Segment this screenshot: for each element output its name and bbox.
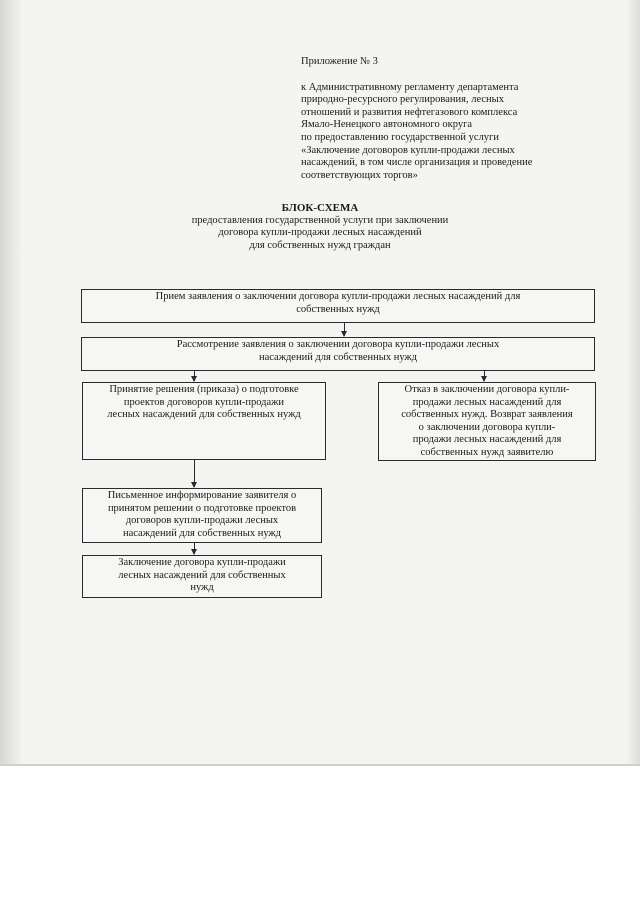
step-text: Принятие решения (приказа) о подготовке	[109, 384, 299, 395]
step-text: продажи лесных насаждений для	[412, 396, 562, 408]
appendix-line: «Заключение договоров купли-продажи лесных	[301, 144, 515, 156]
step-text: собственных нужд. Возврат заявления	[401, 409, 573, 420]
step-text: проектов договоров купли-продажи	[123, 396, 285, 408]
appendix-line: природно-ресурсного регулирования, лесных	[301, 94, 504, 106]
step-text: собственных нужд заявителю	[420, 446, 554, 458]
appendix-line: по предоставлению государственной услуги	[301, 131, 499, 143]
step-decision-prepare-contracts	[82, 382, 326, 460]
step-text: собственных нужд	[296, 303, 380, 315]
step-text: продажи лесных насаждений для	[412, 434, 562, 445]
step-inform-applicant	[82, 488, 322, 543]
scan-shadow-left	[0, 0, 22, 765]
arrow-down	[484, 371, 485, 381]
step-text: принятом решении о подготовке проектов	[107, 502, 297, 514]
arrow-down	[344, 323, 345, 336]
arrow-down	[194, 543, 195, 554]
appendix-line: соответствующих торгов»	[301, 169, 418, 181]
step-text: лесных насаждений для собственных	[118, 569, 286, 581]
step-text: Заключение договора купли-продажи	[118, 557, 286, 568]
arrow-down	[194, 460, 195, 487]
step-text: Отказ в заключении договора купли-	[404, 384, 570, 395]
step-conclude-contract	[82, 555, 322, 598]
appendix-line: насаждений, в том числе организация и проведение	[301, 157, 533, 169]
step-text: нужд	[190, 582, 214, 593]
arrow-down	[194, 371, 195, 381]
flowchart-subtitle-line: договора купли-продажи лесных насаждений	[218, 227, 422, 238]
appendix-line: к Административному регламенту департамента	[301, 81, 519, 93]
flowchart-subtitle-line: предоставления государственной услуги при заключении	[191, 214, 449, 226]
flowchart-heading	[160, 202, 480, 252]
flowchart-subtitle-line: для собственных нужд граждан	[249, 239, 391, 251]
step-text: договоров купли-продажи лесных	[125, 515, 279, 526]
appendix-line: отношений и развития нефтегазового комплекса	[301, 106, 518, 118]
step-text: насаждений для собственных нужд	[122, 527, 282, 539]
step-text: о заключении договора купли-	[418, 421, 556, 433]
step-text: Письменное информирование заявителя о	[107, 490, 297, 501]
step-receive-application	[81, 289, 595, 323]
appendix-line: Ямало-Ненецкого автономного округа	[301, 119, 473, 131]
step-text: насаждений для собственных нужд	[258, 351, 418, 363]
appendix-header	[301, 56, 601, 182]
step-text: лесных насаждений для собственных нужд	[107, 409, 301, 420]
appendix-number: Приложение № 3	[301, 56, 378, 67]
scan-shadow-right	[626, 0, 640, 765]
flowchart-title: БЛОК-СХЕМА	[281, 202, 359, 214]
step-refusal	[378, 382, 596, 461]
page-bottom-edge	[0, 764, 640, 766]
step-text: Рассмотрение заявления о заключении договора купли-продажи лесных	[176, 339, 500, 350]
step-review-application	[81, 337, 595, 371]
step-text: Прием заявления о заключении договора купли-продажи лесных насаждений для	[155, 291, 521, 302]
